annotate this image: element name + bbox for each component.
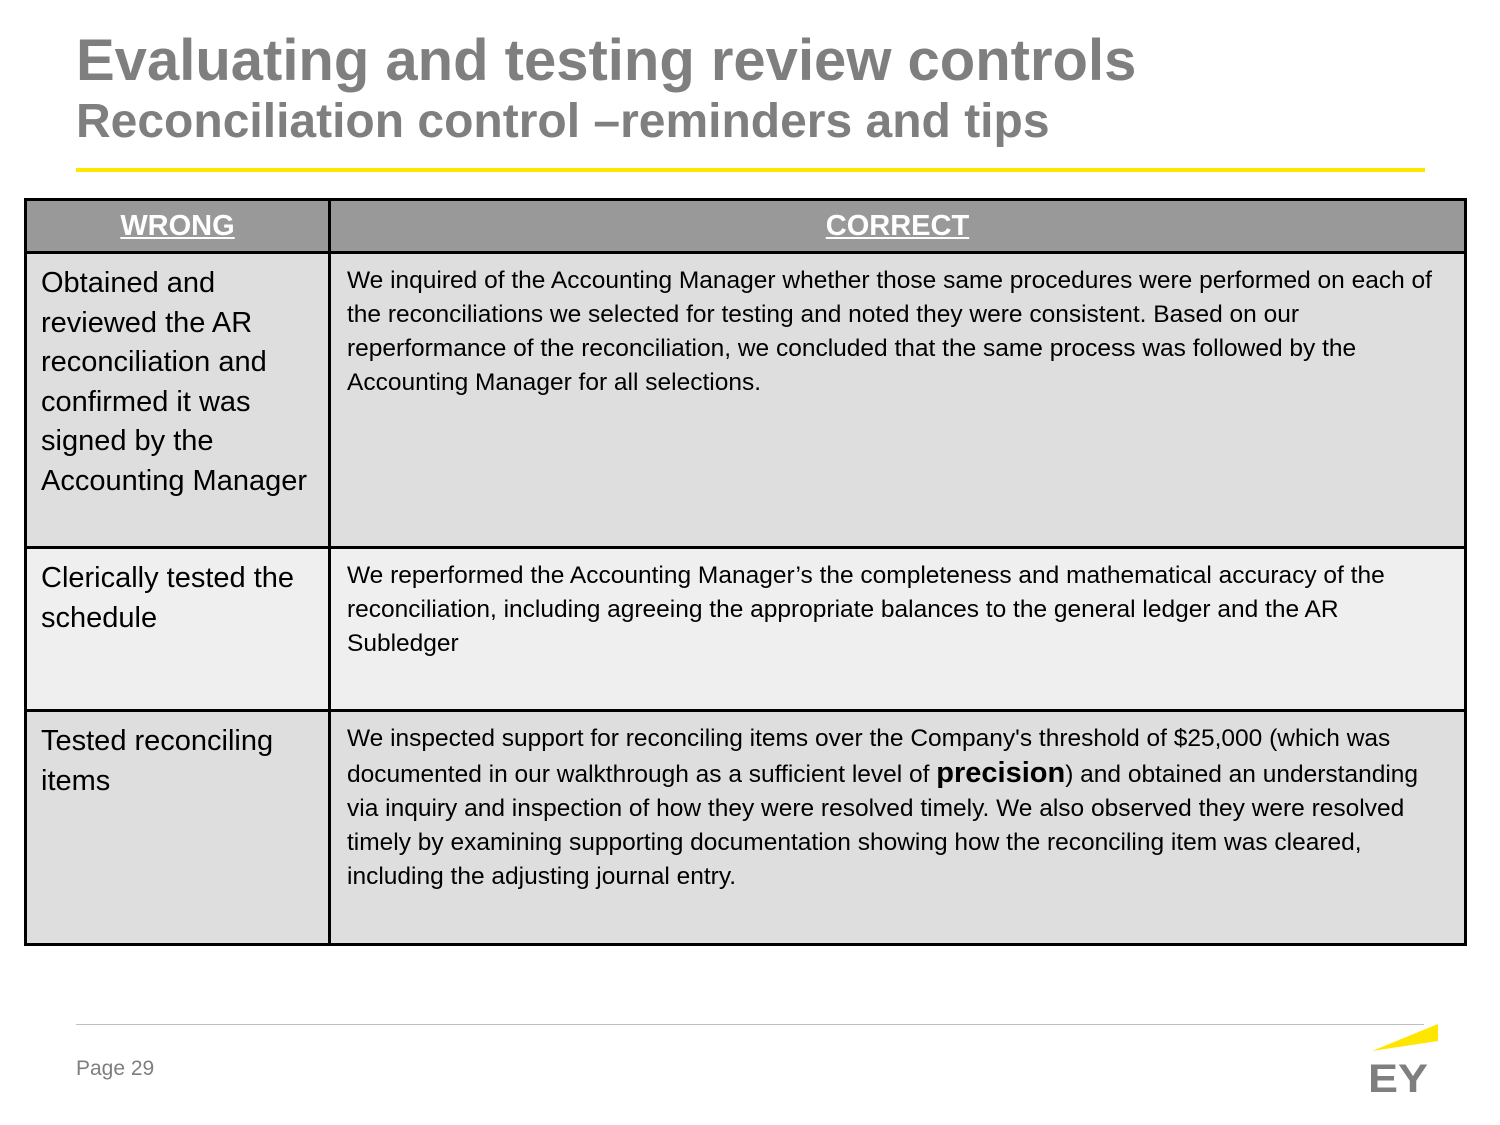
precision-emphasis: precision [936,757,1066,789]
ey-logo [1366,1022,1440,1096]
wrong-cell: Tested reconciling items [26,711,330,945]
correct-cell [330,711,1466,945]
slide-title: Evaluating and testing review controls [76,28,1137,93]
table-row [26,548,1466,711]
wrong-cell: Clerically tested the schedule [26,548,330,711]
table-header-row [26,200,1466,253]
title-underline [76,168,1425,172]
page-number: Page 29 [76,1057,155,1080]
correct-text-part1: We inspected support for reconciling items over the Company's threshold of $25,000 (which was documented in our walkthrough as a sufficient level of [347,725,1391,788]
correct-text-part2: ) and obtained an understanding via inquiry and inspection of how they were resolved timely. We also observed they were resolved timely by examining supporting documentation showing how the reconciling item was cleared, including the adjusting journal entry. [347,761,1419,890]
comparison-table [24,198,1467,946]
footer-divider [76,1024,1424,1025]
correct-cell: We reperformed the Accounting Manager’s the completeness and mathematical accuracy of the reconciliation, including agreeing the appropriate balances to the general ledger and the AR Subledger [330,548,1466,711]
table-row [26,253,1466,548]
correct-cell: We inquired of the Accounting Manager whether those same procedures were performed on each of the reconciliations we selected for testing and noted they were consistent. Based on our reperformance of the reconciliation, we concluded that the same process was followed by the Accounting Manager for all selections. [330,253,1466,548]
wrong-cell: Obtained and reviewed the AR reconciliation and confirmed it was signed by the Accounting Manager [26,253,330,548]
ey-logo-text: EY [1368,1057,1429,1096]
table-row [26,711,1466,945]
column-header-wrong: WRONG [26,200,330,253]
ey-logo-beam-icon [1372,1024,1438,1051]
column-header-correct: CORRECT [330,200,1466,253]
slide-subtitle: Reconciliation control –reminders and tips [76,95,1050,148]
